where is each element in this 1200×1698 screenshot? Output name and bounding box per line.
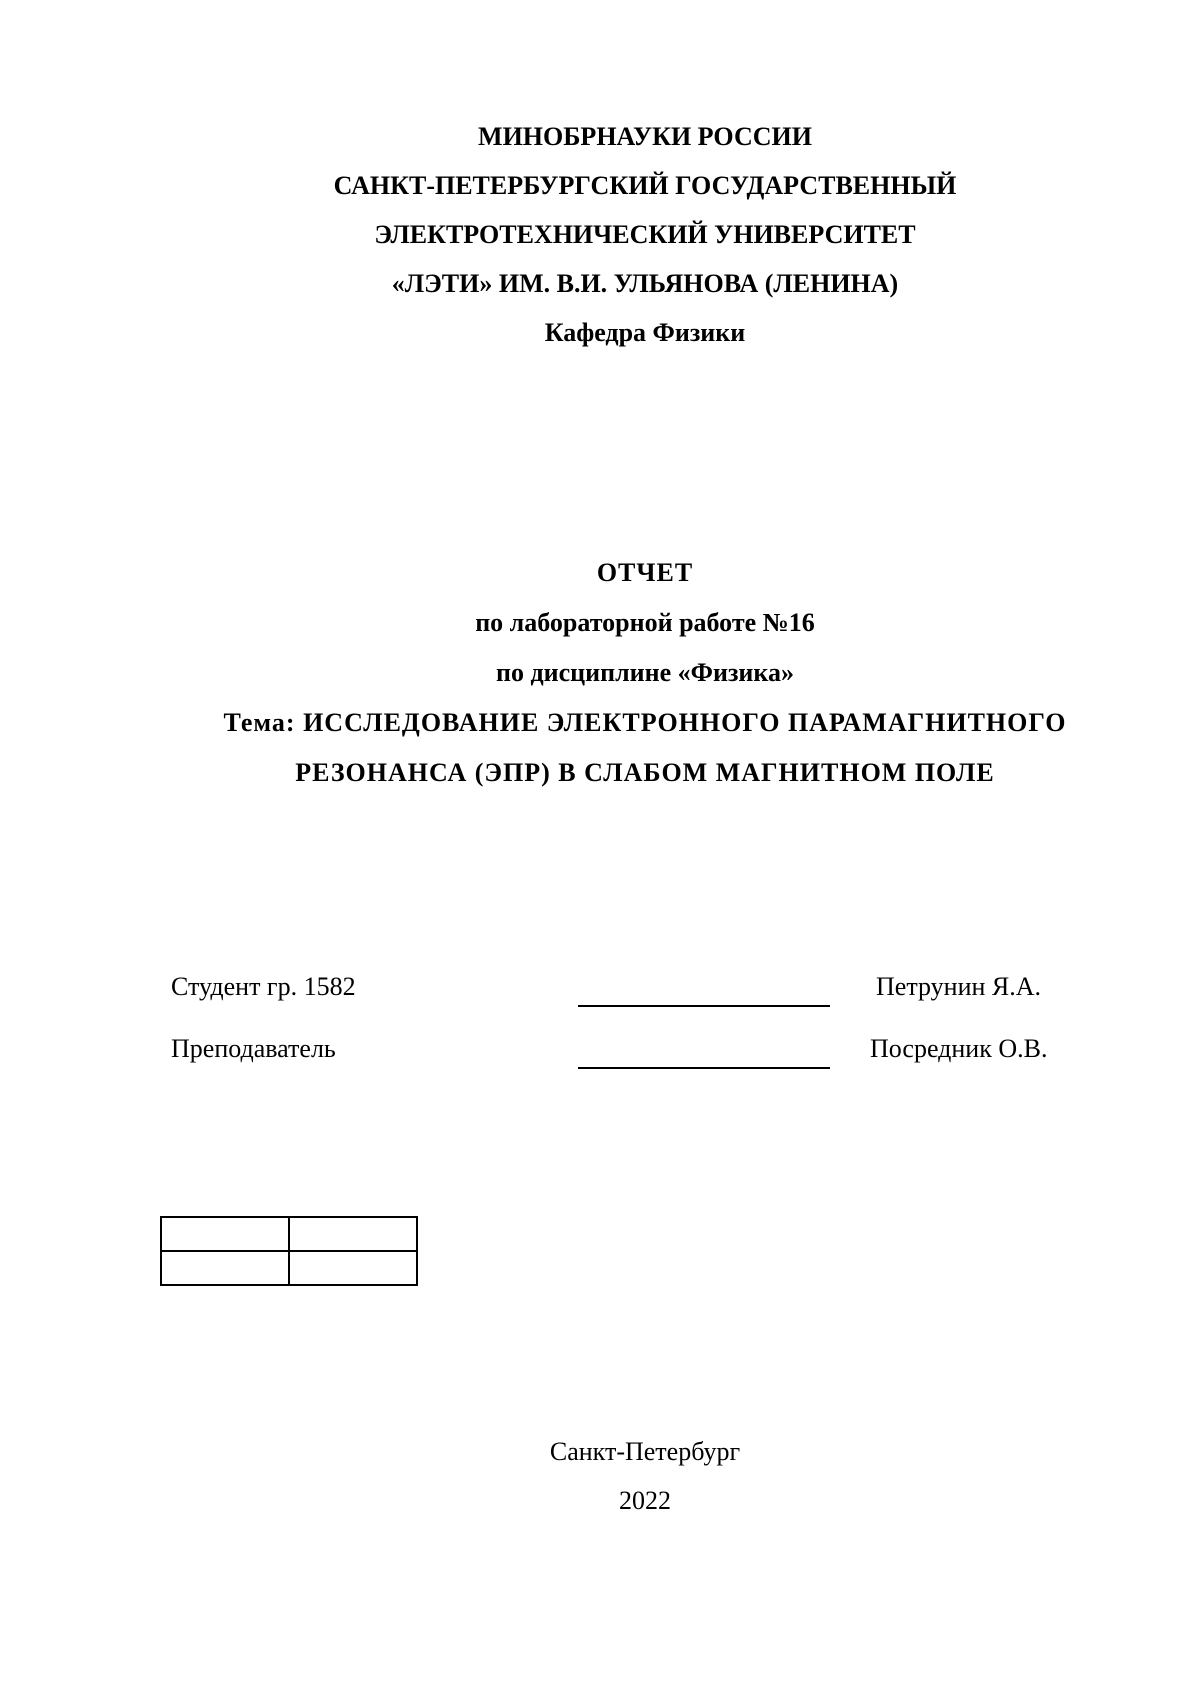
institution-header xyxy=(0,112,1200,357)
signature-row-teacher xyxy=(0,1034,1200,1074)
signature-name: Посредник О.В. xyxy=(870,1034,1048,1063)
grade-table xyxy=(160,1216,418,1286)
university-name-line-1: САНКТ-ПЕТЕРБУРГСКИЙ ГОСУДАРСТВЕННЫЙ xyxy=(333,171,957,200)
signature-line xyxy=(578,1067,830,1069)
lab-work-number: по лабораторной работе №16 xyxy=(475,608,815,637)
table-cell xyxy=(289,1217,417,1251)
topic-line-2: РЕЗОНАНСА (ЭПР) В СЛАБОМ МАГНИТНОМ ПОЛЕ xyxy=(295,758,995,787)
signature-name: Петрунин Я.А. xyxy=(876,972,1042,1001)
table-cell xyxy=(289,1251,417,1285)
table-row xyxy=(161,1217,417,1251)
document-footer xyxy=(0,1427,1200,1525)
ministry-name: МИНОБРНАУКИ РОССИИ xyxy=(478,122,812,151)
university-name-line-3: «ЛЭТИ» ИМ. В.И. УЛЬЯНОВА (ЛЕНИНА) xyxy=(391,269,899,298)
discipline-name: по дисциплине «Физика» xyxy=(495,658,794,687)
department-name: Кафедра Физики xyxy=(544,318,746,347)
signature-role: Преподаватель xyxy=(171,1034,336,1063)
year: 2022 xyxy=(619,1486,671,1515)
table-row xyxy=(161,1251,417,1285)
report-title-block xyxy=(0,548,1200,798)
signature-role: Студент гр. 1582 xyxy=(171,972,356,1001)
signature-row-student xyxy=(0,972,1200,1012)
table-cell xyxy=(161,1217,289,1251)
university-name-line-2: ЭЛЕКТРОТЕХНИЧЕСКИЙ УНИВЕРСИТЕТ xyxy=(374,220,916,249)
table-cell xyxy=(161,1251,289,1285)
city-name: Санкт-Петербург xyxy=(549,1437,741,1466)
topic-line-1: Тема: ИССЛЕДОВАНИЕ ЭЛЕКТРОННОГО ПАРАМАГНИТНОГО xyxy=(223,708,1067,737)
signature-line xyxy=(578,1005,830,1007)
report-title: ОТЧЕТ xyxy=(596,558,694,587)
